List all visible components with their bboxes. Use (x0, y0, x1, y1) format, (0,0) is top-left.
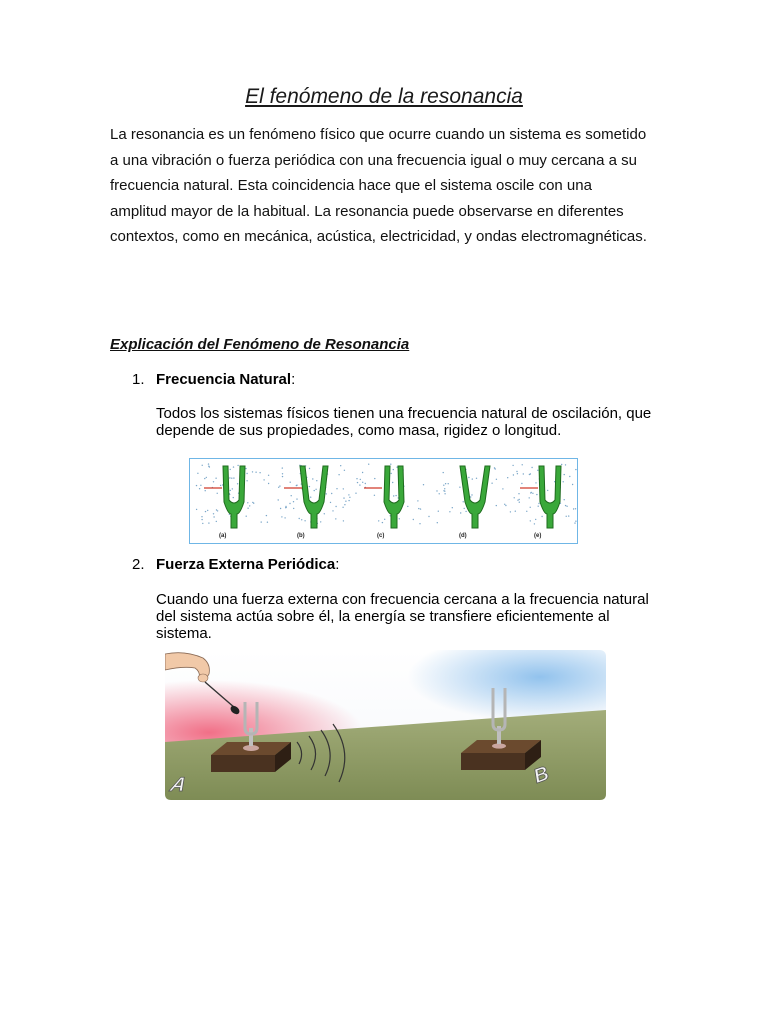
air-particle (246, 516, 247, 517)
air-particle (312, 478, 313, 479)
air-particle (452, 507, 453, 508)
air-particle (530, 507, 531, 508)
air-particle (291, 495, 292, 496)
fig-label-d: (d) (459, 533, 467, 539)
air-particle (208, 522, 209, 523)
air-particle (418, 508, 419, 509)
air-particle (526, 511, 527, 512)
air-particle (530, 520, 531, 521)
air-particle (564, 474, 565, 475)
air-particle (563, 481, 564, 482)
air-particle (247, 508, 248, 509)
air-particle (519, 502, 520, 503)
air-particle (448, 483, 449, 484)
air-particle (537, 470, 538, 471)
air-particle (230, 469, 231, 470)
air-particle (444, 488, 445, 489)
air-particle (213, 513, 214, 514)
air-particle (512, 465, 513, 466)
air-particle (514, 497, 515, 498)
list-item-title-text: Fuerza Externa Periódica (156, 556, 336, 573)
air-particle (196, 509, 197, 510)
air-particle (293, 508, 294, 509)
air-particle (343, 520, 344, 521)
air-particle (495, 468, 496, 469)
air-particle (573, 508, 574, 509)
list-item-title (156, 371, 295, 388)
air-particle (348, 494, 349, 495)
list-item-title (156, 556, 339, 573)
air-particle (335, 506, 336, 507)
air-particle (205, 490, 206, 491)
air-particle (521, 483, 522, 484)
air-particle (231, 478, 232, 479)
air-particle (443, 485, 444, 486)
air-particle (196, 485, 197, 486)
air-particle (510, 511, 511, 512)
air-particle (374, 495, 375, 496)
air-particle (564, 499, 565, 500)
air-particle (417, 500, 418, 501)
air-particle (513, 474, 514, 475)
air-particle (568, 515, 569, 516)
air-particle (335, 518, 336, 519)
air-particle (266, 515, 267, 516)
air-particle (413, 519, 414, 520)
air-particle (565, 505, 566, 506)
air-particle (343, 497, 344, 498)
air-particle (267, 522, 268, 523)
air-particle (200, 485, 201, 486)
air-particle (284, 517, 285, 518)
fig-label-e: (e) (534, 533, 542, 539)
air-particle (566, 516, 567, 517)
list-item-title-colon: : (335, 556, 340, 573)
air-particle (443, 472, 444, 473)
air-particle (217, 510, 218, 511)
air-particle (342, 507, 343, 508)
air-particle (233, 477, 234, 478)
air-particle (574, 522, 575, 523)
list-item-title-text: Frecuencia Natural (156, 371, 292, 388)
air-particle (378, 520, 379, 521)
page-title: El fenómeno de la resonancia (245, 85, 523, 108)
air-particle (249, 505, 250, 506)
air-particle (336, 488, 337, 489)
air-particle (365, 483, 366, 484)
air-particle (541, 516, 542, 517)
air-particle (355, 493, 356, 494)
air-particle (368, 464, 369, 465)
air-particle (201, 516, 202, 517)
air-particle (247, 502, 248, 503)
air-particle (491, 483, 492, 484)
air-particle (252, 502, 253, 503)
air-particle (419, 523, 420, 524)
air-particle (349, 497, 350, 498)
air-particle (285, 506, 286, 507)
air-particle (566, 506, 567, 507)
air-particle (309, 468, 310, 469)
air-particle (504, 504, 505, 505)
air-particle (299, 518, 300, 519)
air-particle (208, 466, 209, 467)
list-item-text: Cuando una fuerza externa con frecuencia cercana a la frecuencia natural del sistema actúa sobre él, la energía se transfiere eficientemente al sistema. (156, 591, 649, 642)
list-item-title-colon: : (291, 371, 296, 388)
air-particle (438, 511, 439, 512)
air-particle (517, 473, 518, 474)
air-particle (472, 478, 473, 479)
list-item-text: Todos los sistemas físicos tienen una frecuencia natural de oscilación, que depende de sus propiedades, como masa, rigidez o longitud. (156, 405, 652, 439)
air-particle (255, 472, 256, 473)
resonance-boxes-figure (165, 650, 606, 800)
air-particle (538, 503, 539, 504)
air-particle (279, 485, 280, 486)
air-particle (530, 473, 531, 474)
air-particle (282, 467, 283, 468)
air-particle (428, 516, 429, 517)
air-particle (216, 521, 217, 522)
air-particle (304, 520, 305, 521)
air-particle (569, 476, 570, 477)
air-particle (575, 521, 576, 522)
air-particle (496, 505, 497, 506)
air-particle (356, 478, 357, 479)
air-particle (445, 483, 446, 484)
air-particle (343, 488, 344, 489)
air-particle (263, 479, 264, 480)
air-particle (282, 476, 283, 477)
air-particle (202, 523, 203, 524)
air-particle (289, 503, 290, 504)
air-particle (330, 502, 331, 503)
label-b: B (530, 762, 552, 789)
air-particle (332, 510, 333, 511)
air-particle (565, 464, 566, 465)
air-particle (399, 518, 400, 519)
air-particle (393, 495, 394, 496)
air-particle (502, 488, 503, 489)
air-particle (216, 509, 217, 510)
air-particle (536, 494, 537, 495)
air-particle (420, 508, 421, 509)
air-particle (213, 481, 214, 482)
label-a: A (167, 773, 190, 796)
air-particle (310, 497, 311, 498)
air-particle (246, 480, 247, 481)
air-particle (496, 479, 497, 480)
air-particle (393, 469, 394, 470)
air-particle (362, 482, 363, 483)
air-particle (331, 493, 332, 494)
air-particle (362, 472, 363, 473)
air-particle (523, 473, 524, 474)
air-particle (395, 495, 396, 496)
air-particle (463, 501, 464, 502)
air-particle (382, 522, 383, 523)
air-particle (465, 511, 466, 512)
tuning-forks-figure (189, 458, 578, 544)
air-particle (199, 488, 200, 489)
air-particle (575, 469, 576, 470)
air-particle (468, 477, 469, 478)
air-particle (205, 511, 206, 512)
intro-paragraph: La resonancia es un fenómeno físico que ocurre cuando un sistema es sometido a una vibración o fuerza periódica con una frecuencia igual o muy cercana a su frecuencia natural. Esta coincidencia hace que el sistema oscile con una amplitud mayor de la habitual. La resonancia puede observarse en diferentes contextos, como en mecánica, acústica, electricidad, y ondas electromagnéticas. (110, 126, 647, 246)
air-particle (360, 479, 361, 480)
air-particle (348, 500, 349, 501)
air-particle (296, 498, 297, 499)
air-particle (547, 490, 548, 491)
air-particle (213, 516, 214, 517)
air-particle (278, 487, 279, 488)
air-particle (232, 488, 233, 489)
fig-label-a: (a) (219, 533, 227, 539)
air-particle (531, 467, 532, 468)
air-particle (230, 490, 231, 491)
air-particle (518, 493, 519, 494)
air-particle (507, 477, 508, 478)
air-particle (206, 477, 207, 478)
list-item-number: 1. (132, 371, 145, 388)
air-particle (530, 492, 531, 493)
air-particle (538, 506, 539, 507)
air-particle (201, 519, 202, 520)
air-particle (268, 483, 269, 484)
air-particle (392, 482, 393, 483)
air-particle (460, 512, 461, 513)
air-particle (268, 475, 269, 476)
air-particle (391, 473, 392, 474)
air-particle (423, 484, 424, 485)
air-particle (314, 490, 315, 491)
air-particle (534, 523, 535, 524)
air-particle (470, 496, 471, 497)
air-particle (208, 463, 209, 464)
air-particle (229, 477, 230, 478)
air-particle (449, 511, 450, 512)
air-particle (561, 464, 562, 465)
air-particle (237, 483, 238, 484)
air-particle (515, 511, 516, 512)
air-particle (340, 465, 341, 466)
air-particle (315, 489, 316, 490)
fig-label-b: (b) (297, 533, 305, 539)
air-particle (529, 497, 530, 498)
air-particle (233, 497, 234, 498)
air-particle (320, 521, 321, 522)
air-particle (443, 490, 444, 491)
air-particle (517, 500, 518, 501)
air-particle (344, 504, 345, 505)
air-particle (301, 519, 302, 520)
air-particle (324, 513, 325, 514)
air-particle (345, 501, 346, 502)
air-particle (326, 493, 327, 494)
air-particle (436, 490, 437, 491)
air-particle (207, 510, 208, 511)
air-particle (464, 508, 465, 509)
air-particle (357, 482, 358, 483)
air-particle (519, 499, 520, 500)
air-particle (197, 473, 198, 474)
air-particle (215, 478, 216, 479)
air-particle (516, 471, 517, 472)
air-particle (407, 506, 408, 507)
air-particle (202, 465, 203, 466)
air-particle (233, 466, 234, 467)
air-particle (338, 474, 339, 475)
air-particle (280, 508, 281, 509)
air-particle (281, 516, 282, 517)
air-particle (278, 499, 279, 500)
air-particle (437, 522, 438, 523)
air-particle (259, 472, 260, 473)
air-particle (261, 521, 262, 522)
air-particle (245, 468, 246, 469)
air-particle (535, 519, 536, 520)
air-particle (204, 478, 205, 479)
air-particle (293, 501, 294, 502)
fig-label-c: (c) (377, 533, 385, 539)
air-particle (309, 486, 310, 487)
air-particle (290, 482, 291, 483)
air-particle (522, 464, 523, 465)
list-item-number: 2. (132, 556, 145, 573)
air-particle (252, 471, 253, 472)
air-particle (439, 493, 440, 494)
air-particle (246, 473, 247, 474)
air-particle (505, 505, 506, 506)
air-particle (220, 485, 221, 486)
air-particle (476, 478, 477, 479)
air-particle (237, 465, 238, 466)
air-particle (344, 470, 345, 471)
air-particle (535, 482, 536, 483)
air-particle (359, 484, 360, 485)
air-particle (532, 493, 533, 494)
air-particle (316, 480, 317, 481)
section-heading: Explicación del Fenómeno de Resonancia (110, 336, 410, 353)
air-particle (471, 494, 472, 495)
air-particle (217, 493, 218, 494)
air-particle (374, 478, 375, 479)
air-particle (390, 464, 391, 465)
air-particle (572, 484, 573, 485)
air-particle (575, 508, 576, 509)
air-particle (282, 473, 283, 474)
air-particle (444, 493, 445, 494)
air-particle (384, 519, 385, 520)
air-particle (296, 485, 297, 486)
air-particle (459, 487, 460, 488)
